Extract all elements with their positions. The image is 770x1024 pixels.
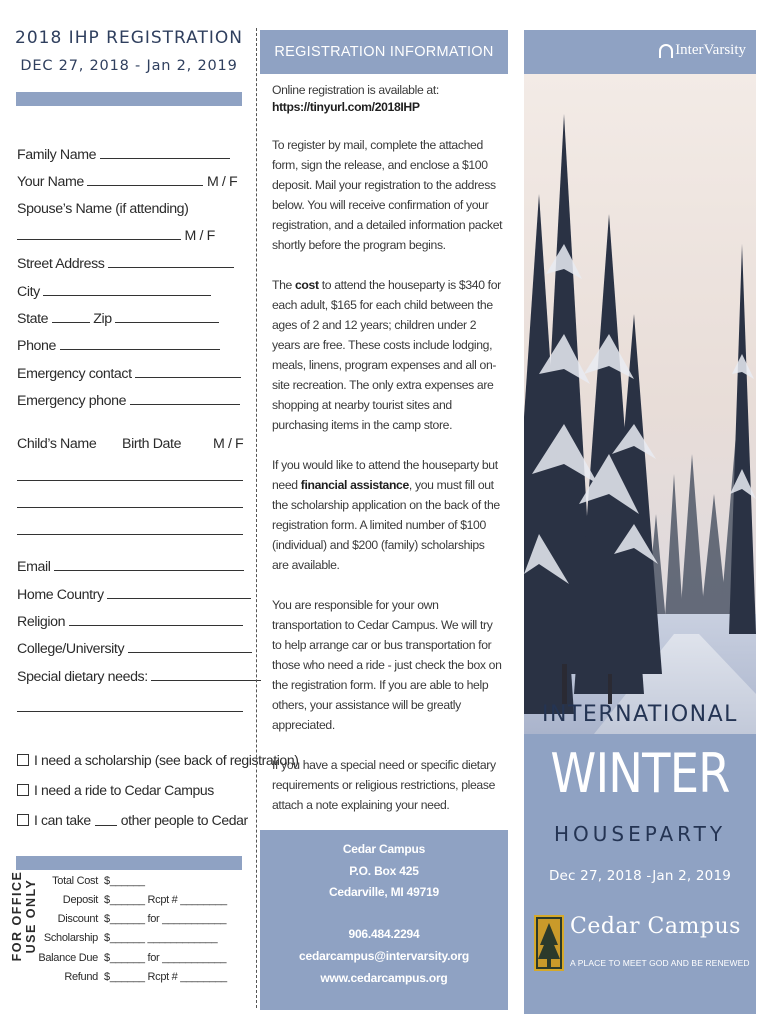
college-field[interactable]: College/University <box>17 641 252 657</box>
contact-box <box>260 830 508 1010</box>
checkbox-icon[interactable] <box>17 814 29 826</box>
spouse-name-field[interactable]: M / F <box>17 228 215 244</box>
cedar-campus-tagline: A PLACE TO MEET GOD AND BE RENEWED <box>570 958 750 968</box>
child-name-label: Child’s Name <box>17 436 97 452</box>
fold-line <box>256 28 257 1008</box>
cover-houseparty: HOUSEPARTY <box>553 822 727 846</box>
contact-city: Cedarville, MI 49719 <box>328 885 440 899</box>
cover-winter: WINTER <box>550 742 730 805</box>
emergency-contact-field[interactable]: Emergency contact <box>17 366 241 382</box>
cedar-campus-brand: Cedar Campus <box>570 914 741 939</box>
divider-bar <box>16 92 242 106</box>
cost-paragraph: The cost to attend the houseparty is $340 for each adult, $165 for each child between the ages of 2 and 12 years; children under 2 years are free. These costs include lodging, meals, linens, program expenses and all on-site recreation. The only extra expenses are shopping at nearby tourist sites and purchasing items in the camp store. <box>272 278 501 432</box>
cover-dates: Dec 27, 2018 -Jan 2, 2019 <box>548 868 732 884</box>
contact-phone: 906.484.2294 <box>348 927 420 941</box>
cover-panel <box>524 30 756 1014</box>
dietary-field[interactable]: Special dietary needs: <box>17 669 261 685</box>
emergency-phone-field[interactable]: Emergency phone <box>17 393 240 409</box>
divider-bar <box>16 856 242 870</box>
email-field[interactable]: Email <box>17 559 244 575</box>
special-needs-paragraph: If you have a special need or specific dietary requirements or religious restrictions, please attach a note explaining your need. <box>272 758 496 812</box>
your-name-field[interactable]: Your Name M / F <box>17 174 238 190</box>
cedar-campus-logo-icon <box>534 915 564 971</box>
cover-international: INTERNATIONAL <box>542 702 738 727</box>
street-address-field[interactable]: Street Address <box>17 256 234 272</box>
registration-dates: DEC 27, 2018 - Jan 2, 2019 <box>20 58 238 74</box>
home-country-field[interactable]: Home Country <box>17 587 251 603</box>
arch-icon <box>659 44 673 58</box>
religion-field[interactable]: Religion <box>17 614 243 630</box>
mail-paragraph: To register by mail, complete the attached form, sign the release, and enclose a $100 deposit. Mail your registration to the address below. You will receive confirmation of your registration, and a detailed information packet shortly before the program begins. <box>272 138 503 252</box>
state-zip-field[interactable]: State Zip <box>17 311 219 327</box>
transport-paragraph: You are responsible for your own transportation to Cedar Campus. We will try to help arrange car or bus transportation for those who need a ride - just check the box on the registration form. If you are able to help others, your assistance will be greatly appreciated. <box>272 598 502 732</box>
contact-website[interactable]: www.cedarcampus.org <box>320 971 448 985</box>
can-take-checkbox[interactable]: I can take other people to Cedar <box>17 812 248 828</box>
contact-email[interactable]: cedarcampus@intervarsity.org <box>299 949 469 963</box>
child-gender-label: M / F <box>213 436 244 452</box>
scholarship-checkbox[interactable]: I need a scholarship (see back of registration) <box>17 752 298 768</box>
birth-date-label: Birth Date <box>122 436 182 452</box>
financial-paragraph: If you would like to attend the houseparty but need financial assistance, you must fill out the scholarship application on the back of the registration form. A limited number of $100 (individual) and $200 (family) scholarships are available. <box>272 458 500 572</box>
spouse-name-label: Spouse’s Name (if attending) <box>17 201 189 217</box>
intervarsity-logo: InterVarsity <box>659 42 746 59</box>
contact-name: Cedar Campus <box>342 842 426 856</box>
checkbox-icon[interactable] <box>17 784 29 796</box>
registration-link[interactable]: https://tinyurl.com/2018IHP <box>272 100 420 114</box>
registration-info-panel <box>260 0 510 1024</box>
office-use-label: FOR OFFICE USE ONLY <box>10 870 38 962</box>
phone-field[interactable]: Phone <box>17 338 220 354</box>
city-field[interactable]: City <box>17 284 211 300</box>
child-line-2[interactable] <box>17 507 243 508</box>
checkbox-icon[interactable] <box>17 754 29 766</box>
dietary-line-2[interactable] <box>17 711 243 712</box>
contact-po: P.O. Box 425 <box>349 864 419 878</box>
ride-checkbox[interactable]: I need a ride to Cedar Campus <box>17 782 214 798</box>
child-line-1[interactable] <box>17 480 243 481</box>
child-line-3[interactable] <box>17 534 243 535</box>
family-name-field[interactable]: Family Name <box>17 147 230 163</box>
registration-form-panel: 2018 IHP REGISTRATION DEC 27, 2018 - Jan 2, 2019 Family Name Your Name M / F Spouse’s Name (if attending) M / F Street Address City State Zip Phone Emergency contact Emergency phone Child’s Name Birth Date M / F Email Home Country Religion College/University Special dietary needs: I need a scholarship (see back of registration) I need a ride to Cedar Campus I can take other people to Cedar FOR OFFICE USE ONLY Total Cost $______ Deposit $______ Rcpt # ________ Discount $______ for ___________ Scholarship $______ ____________ Balance Due $______ for ___________ Refund $______ Rcpt # ________ <box>0 0 258 1024</box>
winter-forest-photo <box>524 74 756 734</box>
registration-title: 2018 IHP REGISTRATION <box>15 28 243 48</box>
info-header: REGISTRATION INFORMATION <box>260 30 508 74</box>
online-registration: Online registration is available at: https://tinyurl.com/2018IHP <box>272 82 504 116</box>
